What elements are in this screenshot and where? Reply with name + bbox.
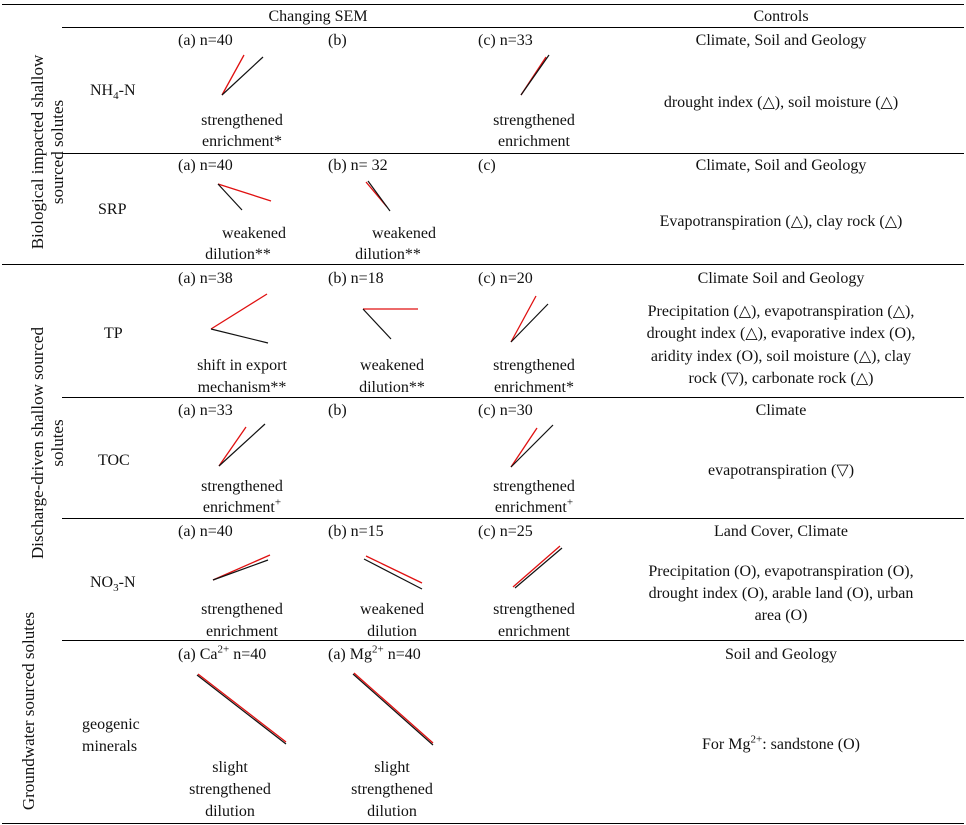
group-label-groundwater: Groundwater sourced solutes — [19, 611, 38, 811]
panel-caption: weakened — [372, 225, 436, 242]
sem-line-red — [198, 674, 286, 742]
panel-caption: strengthened — [493, 478, 575, 495]
controls-title: Climate Soil and Geology — [697, 270, 865, 287]
panel-caption: strengthened — [201, 112, 283, 129]
sem-line-red — [513, 546, 560, 587]
panel-label: (a) n=40 — [178, 523, 233, 540]
header-controls: Controls — [753, 8, 809, 25]
controls-text: drought index (O), arable land (O), urban — [648, 585, 914, 602]
controls-title: Climate, Soil and Geology — [695, 157, 867, 174]
panel-caption: shift in export — [197, 357, 287, 374]
controls-title: Climate — [755, 402, 807, 419]
panel-label: (a) n=38 — [178, 270, 233, 287]
sem-line-black — [511, 425, 553, 467]
group-label-biological-line1: Biological impacted shallow — [28, 54, 47, 250]
sem-line-black — [353, 674, 433, 745]
solute-toc: TOC — [98, 452, 130, 469]
controls-text: Evapotranspiration (△), clay rock (△) — [659, 213, 903, 230]
solute-srp: SRP — [98, 201, 127, 218]
panel-label: (b) n=18 — [328, 270, 384, 287]
sem-line-red — [222, 55, 244, 95]
sem-line-black — [219, 424, 265, 466]
panel-label: (c) n=30 — [478, 402, 533, 419]
sem-line-black — [515, 548, 562, 588]
panel-label: (b) n=15 — [328, 523, 384, 540]
controls-text: area (O) — [754, 607, 808, 624]
sem-line-red — [354, 673, 433, 743]
panel-caption: slight — [212, 759, 248, 776]
panel-label-mg: (a) $Mg^{2+}$ n=40 — [328, 643, 421, 663]
panel-caption: enrichment* — [494, 379, 574, 396]
panel-caption: strengthened — [493, 357, 575, 374]
controls-title: Climate, Soil and Geology — [695, 32, 867, 49]
panel-label: (c) n=33 — [478, 32, 533, 49]
caption-text: enrichment — [494, 499, 567, 516]
solute-geogenic: geogenic minerals — [82, 716, 140, 755]
caption-superscript: + — [566, 496, 574, 509]
sem-line-black — [363, 309, 391, 339]
caption-text: enrichment — [202, 499, 275, 516]
panel-caption: enrichment — [498, 623, 570, 640]
sem-line-red — [211, 294, 267, 329]
panel-caption: dilution** — [355, 246, 421, 263]
panel-caption: dilution — [205, 803, 255, 820]
sem-line-black — [368, 181, 390, 211]
sem-line-red — [511, 296, 536, 342]
sem-line-red — [511, 428, 537, 467]
panel-caption: slight — [374, 759, 410, 776]
panel-label-ca: (a) $Ca^{2+}$ n=40 — [178, 643, 267, 663]
group-label-discharge-line1: Discharge-driven shallow sourced — [28, 327, 47, 559]
sem-line-black — [511, 304, 548, 342]
group-label-discharge-line2: solutes — [48, 419, 67, 467]
solute-no3: $NO_3-N$ — [90, 574, 136, 595]
panel-label: (a) n=40 — [178, 157, 233, 174]
panel-label: (a) n=40 — [178, 32, 233, 49]
panel-caption: weakened — [360, 601, 424, 618]
panel-caption: strengthened — [189, 781, 271, 798]
sem-line-red — [219, 427, 246, 466]
header-changing-sem: Changing SEM — [268, 8, 368, 25]
panel-caption: weakened — [222, 225, 286, 242]
sem-line-red — [366, 556, 422, 583]
panel-label: (c) n=20 — [478, 270, 533, 287]
sem-line-red — [213, 555, 270, 580]
panel-label: (b) — [328, 402, 347, 419]
panel-label: (a) n=33 — [178, 402, 233, 419]
panel-caption: strengthened — [201, 601, 283, 618]
group-label-biological-line2: sourced solutes — [48, 99, 67, 205]
sem-line-black — [521, 55, 549, 95]
sem-line-black — [364, 559, 422, 589]
sem-line-black — [211, 329, 268, 343]
panel-caption: weakened — [360, 357, 424, 374]
controls-text: Precipitation (△), evapotranspiration (△), — [647, 303, 915, 320]
panel-caption: strengthened — [201, 478, 283, 495]
sem-line-black — [222, 57, 263, 95]
controls-title: Land Cover, Climate — [714, 523, 848, 540]
solute-nh4: $NH_4-N$ — [90, 82, 136, 103]
controls-text: rock (▽), carbonate rock (△) — [688, 370, 874, 387]
panel-caption: dilution — [367, 623, 417, 640]
solute-tp: TP — [104, 325, 123, 342]
sem-line-black — [197, 675, 286, 744]
panel-label: (b) n= 32 — [328, 157, 388, 174]
panel-label: (b) — [328, 32, 347, 49]
panel-caption: strengthened — [351, 781, 433, 798]
panel-caption: enrichment — [498, 133, 570, 150]
controls-text: Precipitation (O), evapotranspiration (O), — [648, 563, 914, 580]
controls-text: drought index (△), soil moisture (△) — [663, 94, 899, 111]
controls-text-mg: For $Mg^{2+}$: sandstone (O) — [702, 733, 860, 753]
caption-superscript: + — [274, 496, 282, 509]
controls-text: drought index (△), evaporative index (O), — [646, 325, 916, 342]
panel-caption: strengthened — [493, 601, 575, 618]
controls-text: aridity index (O), soil moisture (△), clay — [650, 348, 912, 365]
panel-caption: mechanism** — [197, 379, 287, 396]
panel-caption: dilution — [367, 803, 417, 820]
controls-title: Soil and Geology — [725, 646, 837, 663]
panel-caption: strengthened — [493, 112, 575, 129]
sem-line-black — [213, 560, 268, 580]
panel-label: (c) — [478, 157, 496, 174]
panel-caption: enrichment* — [202, 133, 282, 150]
panel-caption: dilution** — [359, 379, 425, 396]
panel-caption: enrichment — [206, 623, 278, 640]
panel-caption: dilution** — [205, 246, 271, 263]
controls-text: evapotranspiration (▽) — [707, 462, 855, 479]
panel-label: (c) n=25 — [478, 523, 533, 540]
